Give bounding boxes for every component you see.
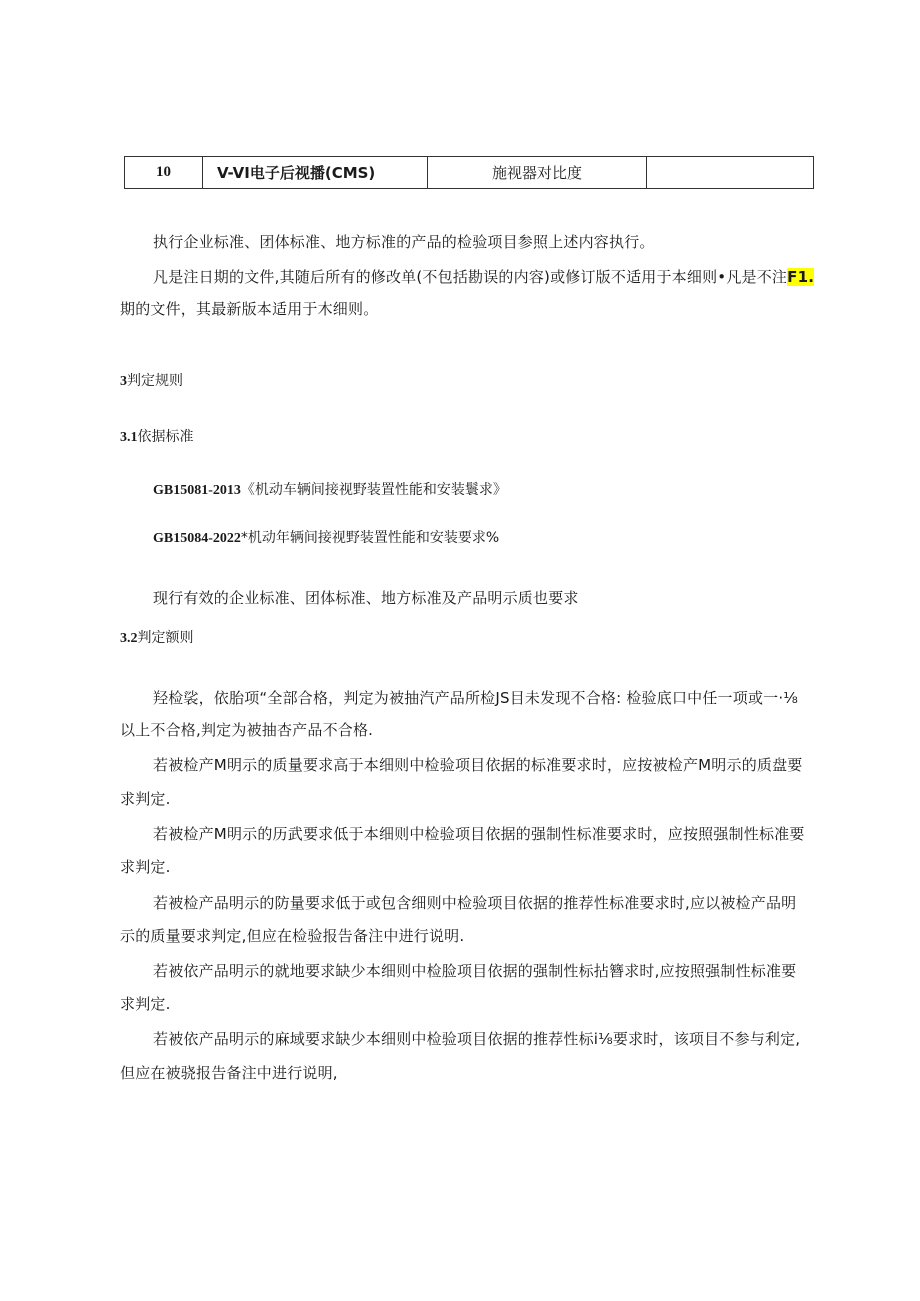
highlight-mark: F1. [787, 268, 815, 286]
rule-line: 若被依产品明示的麻域要求缺少本细则中检验项目依据的推荐性标i⅛要求时，该项目不参与利定, [153, 1030, 801, 1048]
rule-line: 以上不合格,判定为被抽杏产品不合格. [120, 721, 374, 739]
table-row [125, 157, 814, 189]
rule-line: 若被检产M明示的历武要求低于本细则中检验项目依据的强制性标准要求时，应按照强制性标准要 [153, 825, 805, 843]
standard-item: GB15081-2013《机动车辆间接视野装置性能和安装鬟求》 [153, 482, 507, 498]
intro-paragraph-1: 执行企业标准、团体标准、地方标准的产品的检验项目参照上述内容执行。 [153, 233, 655, 251]
rule-line: 若被检产品明示的防量要求低于或包含细则中检验项目依据的推荐性标准要求时,应以被检产品明 [153, 894, 797, 912]
rule-line: 求判定. [120, 790, 171, 808]
rule-line: 若被依产品明示的就地要求缺少本细则中检脸项目依据的强制性标拈簪求时,应按照强制性标准要 [153, 962, 797, 980]
empty-cell [647, 157, 814, 189]
intro-paragraph-2-continued: 期的文件，其最新版本适用于木细则。 [120, 300, 379, 318]
section-3-1-heading: 3.1依据标准 [120, 429, 194, 445]
product-name: V-VI电子后视播(CMS) [203, 157, 428, 189]
current-requirements: 现行有效的企业标准、团体标准、地方标准及产品明示质也要求 [153, 589, 579, 607]
rule-line: 但应在被骁报告备注中进行说明, [120, 1064, 338, 1082]
intro-paragraph-2 [153, 267, 814, 287]
rule-line: 求判定. [120, 858, 171, 876]
rule-line: 羟检裟，依胎项“全部合格，判定为被抽汽产品所检JS目未发现不合格: 检验底口中任一项或一·⅛ [153, 689, 799, 707]
inspection-table [124, 156, 814, 189]
section-3-heading: 3判定规则 [120, 373, 183, 389]
rule-line: 求判定. [120, 995, 171, 1013]
intro-paragraph-2-text: 凡是注日期的文件,其随后所有的修改单(不包括勘误的内容)或修订版不适用于本细则•凡是不注 [153, 268, 788, 286]
section-3-2-heading: 3.2判定额则 [120, 630, 194, 646]
row-number: 10 [125, 157, 203, 189]
rule-line: 示的质量要求判定,但应在检验报告备注中进行说明. [120, 927, 465, 945]
inspection-item: 施视器对比度 [428, 157, 647, 189]
standard-item: GB15084-2022*机动年辆间接视野装置性能和安装要求% [153, 530, 500, 546]
rule-line: 若被检产M明示的质量要求高于本细则中检验项目依据的标准要求时，应按被检产M明示的质盘要 [153, 756, 803, 774]
